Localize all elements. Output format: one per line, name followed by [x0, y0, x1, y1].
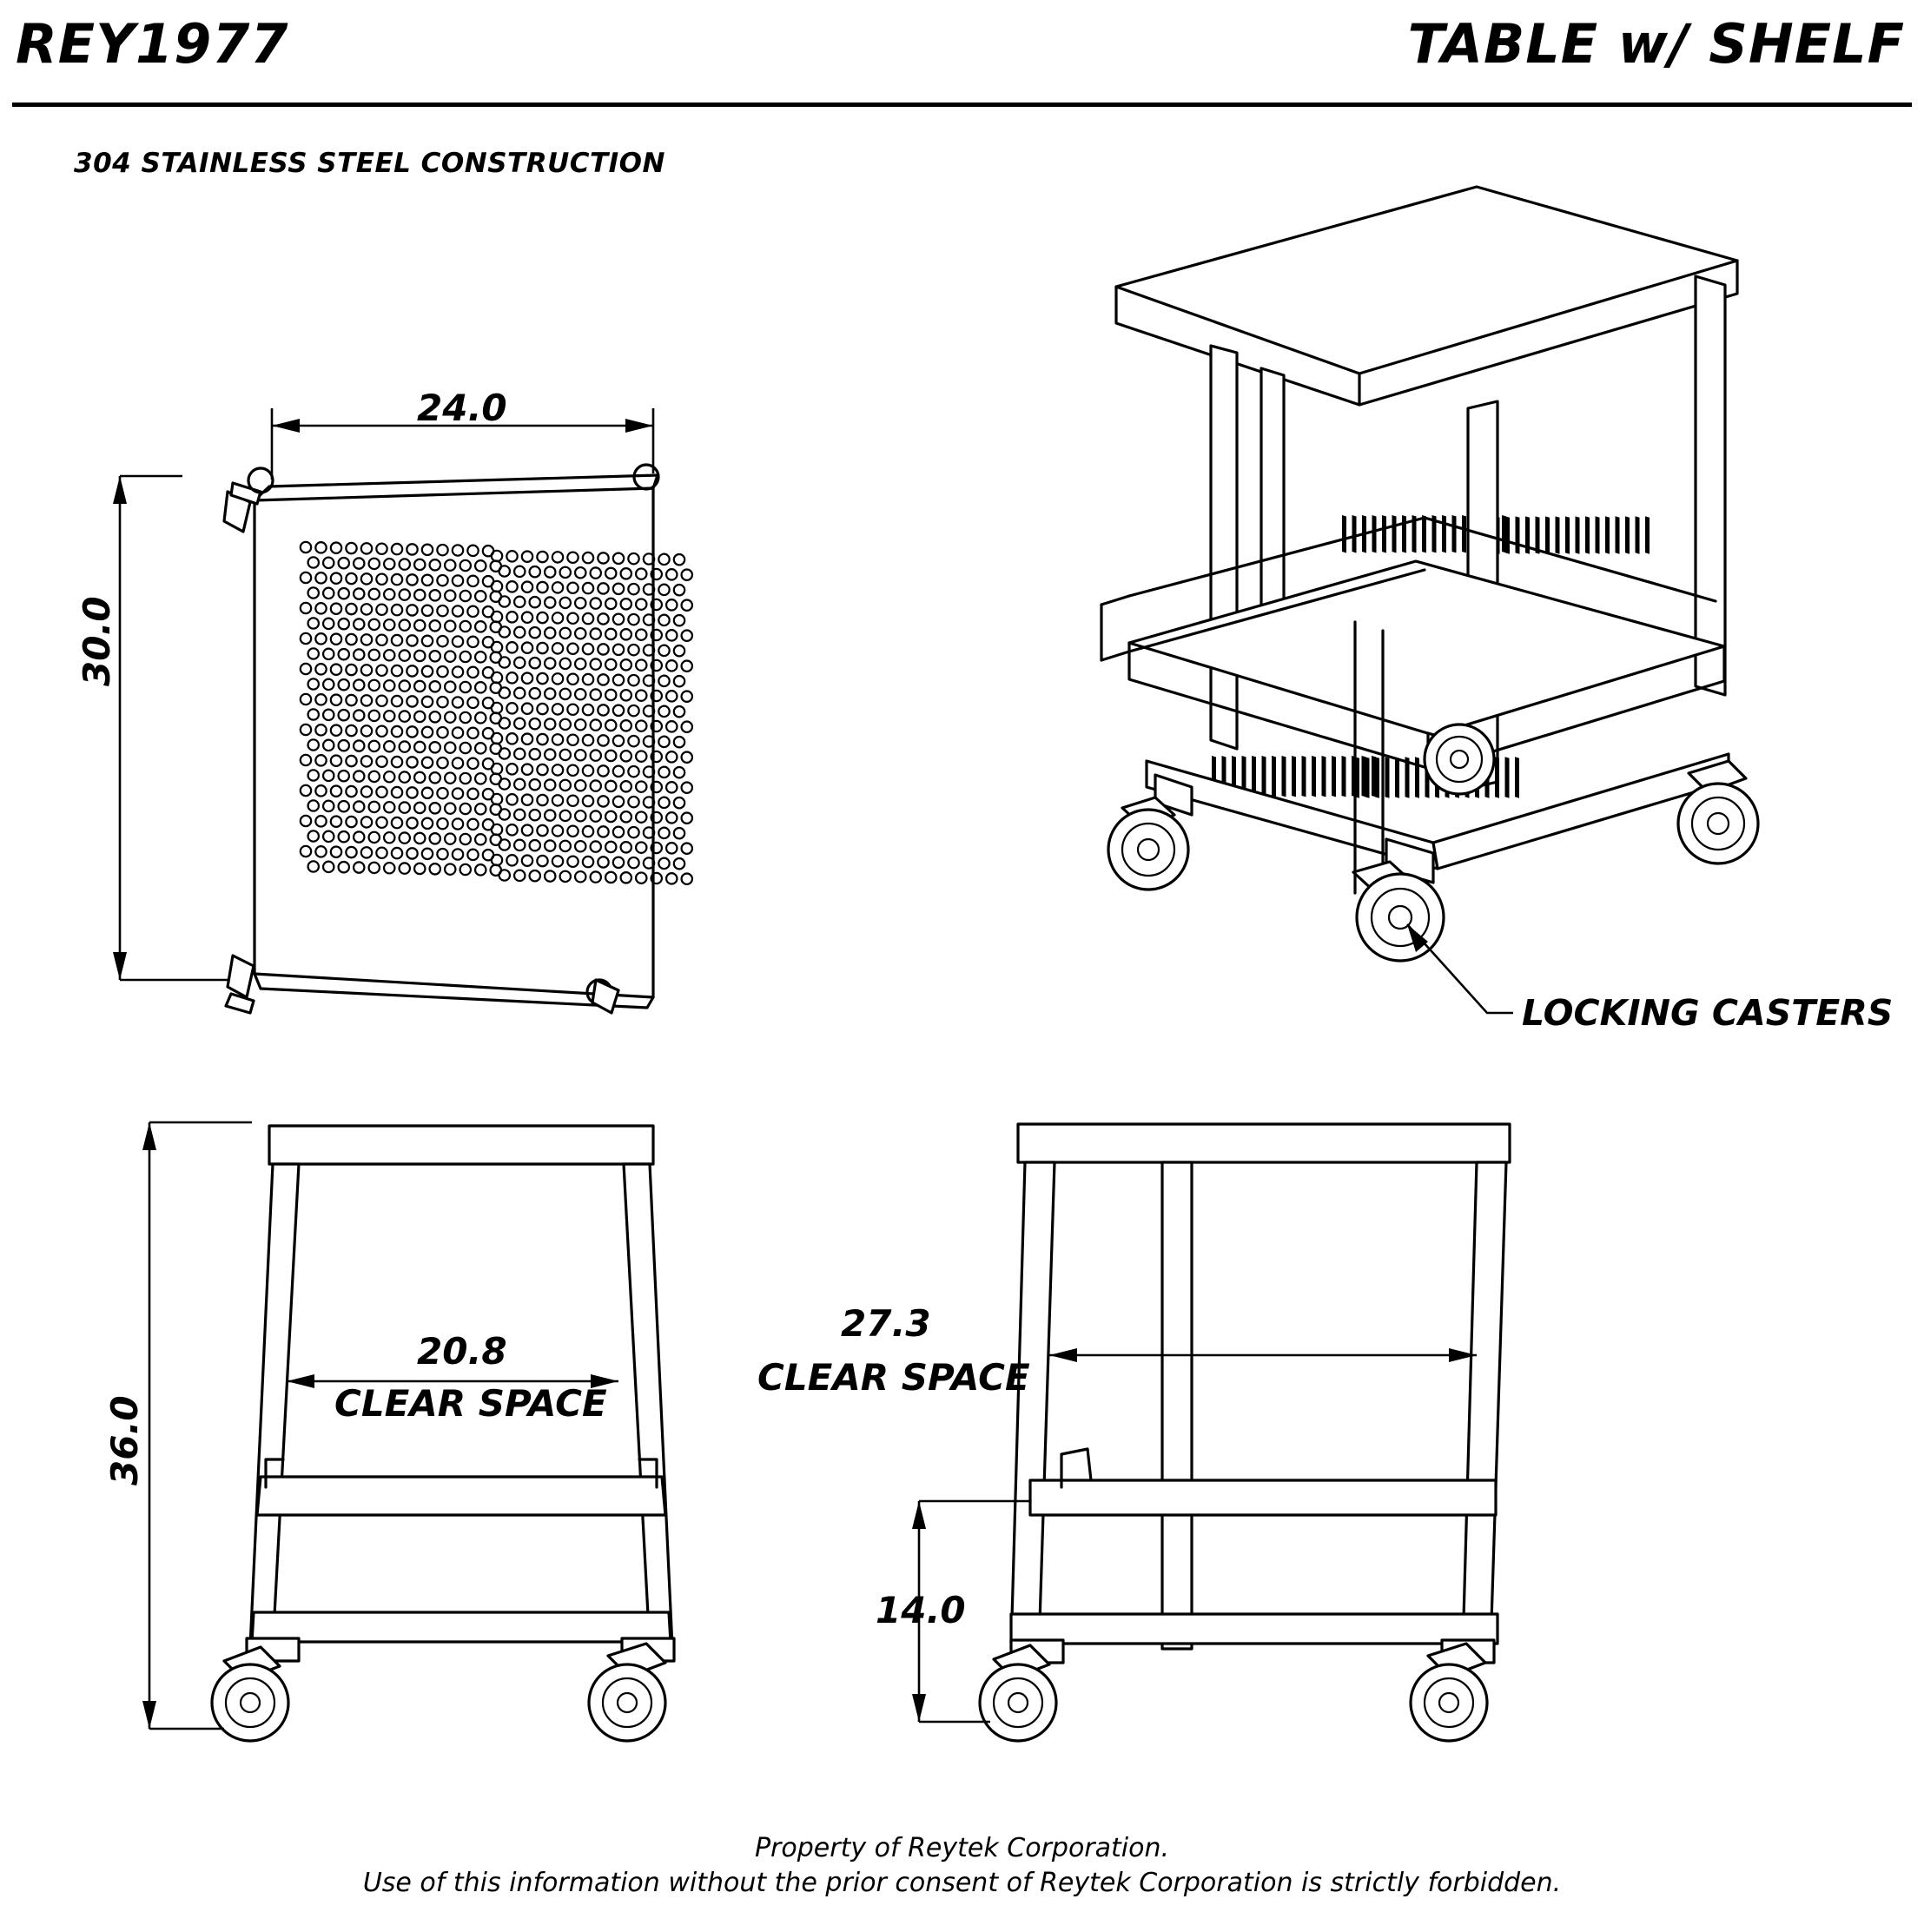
- caster-side-right: [1411, 1640, 1494, 1741]
- dim-273-lines: [1049, 1348, 1477, 1362]
- material-note: 304 STAINLESS STEEL CONSTRUCTION: [74, 148, 665, 179]
- footer-line-2: Use of this information without the prior consent of Reytek Corporation is strictly forbidden.: [362, 1867, 1562, 1898]
- dim-273-sub: CLEAR SPACE: [757, 1356, 1030, 1399]
- dim-30-label: 30.0: [76, 596, 118, 686]
- caster-side-left: [980, 1640, 1063, 1741]
- dim-208-sub: CLEAR SPACE: [334, 1382, 607, 1425]
- dim-273-label: 27.3: [841, 1302, 931, 1345]
- footer: [0, 1831, 1924, 1900]
- locking-casters-callout: LOCKING CASTERS: [1522, 992, 1894, 1034]
- side-view-body: [980, 1124, 1510, 1741]
- footer-line-1: Property of Reytek Corporation.: [754, 1833, 1170, 1863]
- dim-24-label: 24.0: [417, 387, 507, 429]
- dim-36-label: 36.0: [103, 1395, 146, 1485]
- sheet-title: TABLE w/ SHELF: [1407, 12, 1905, 76]
- dim-208-label: 20.8: [417, 1330, 507, 1373]
- part-number: REY1977: [16, 12, 289, 76]
- dim-14-label: 14.0: [876, 1589, 966, 1631]
